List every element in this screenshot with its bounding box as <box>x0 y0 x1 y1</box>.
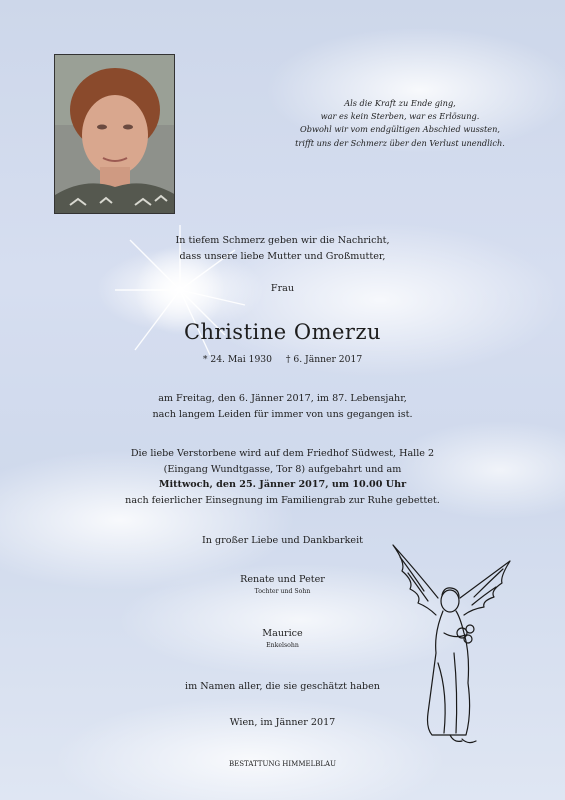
announcement-line: In tiefem Schmerz geben wir die Nachricht, <box>175 235 390 246</box>
quote-line: Obwohl wir vom endgültigen Abschied wussten, <box>299 124 501 135</box>
mourner-relation: Enkelsohn <box>266 641 299 649</box>
deceased-name: Christine Omerzu <box>183 320 382 344</box>
announcement-line: dass unsere liebe Mutter und Großmutter, <box>179 250 386 262</box>
on-behalf-line: im Namen aller, die sie geschätzt haben <box>185 681 380 692</box>
birth-date: * 24. Mai 1930 <box>202 354 272 365</box>
funeral-date: Mittwoch, den 25. Jänner 2017, um 10.00 Uhr <box>158 479 407 490</box>
salutation: Frau <box>270 283 295 294</box>
closing-line: In großer Liebe und Dankbarkeit <box>201 535 364 546</box>
place-date: Wien, im Jänner 2017 <box>229 717 336 728</box>
funeral-home: BESTATTUNG HIMMELBLAU <box>228 760 337 768</box>
mourner-name: Renate und Peter <box>240 574 325 585</box>
funeral-line: (Eingang Wundtgasse, Tor 8) aufgebahrt und am <box>163 463 402 475</box>
death-notice-line: am Freitag, den 6. Jänner 2017, im 87. Lebensjahr, <box>158 393 407 404</box>
death-notice <box>0 391 565 422</box>
quote-line: war es kein Sterben, war es Erlösung. <box>320 111 480 122</box>
funeral-line: nach feierlicher Einsegnung im Familiengrab zur Ruhe gebettet. <box>125 494 440 506</box>
angel-icon <box>388 543 513 748</box>
funeral-details <box>0 446 565 508</box>
memorial-quote <box>270 97 530 150</box>
announcement-intro <box>0 233 565 264</box>
funeral-line: Die liebe Verstorbene wird auf dem Friedhof Südwest, Halle 2 <box>130 448 435 459</box>
life-dates <box>0 352 565 368</box>
death-date: † 6. Jänner 2017 <box>285 354 363 365</box>
mourner-name: Maurice <box>262 628 303 639</box>
mourner-relation: Tochter und Sohn <box>254 587 311 595</box>
portrait-image <box>55 55 175 214</box>
quote-line: trifft uns der Schmerz über den Verlust unendlich. <box>295 137 505 148</box>
deceased-portrait <box>54 54 175 214</box>
death-notice-line: nach langem Leiden für immer von uns gegangen ist. <box>152 408 413 420</box>
quote-line: Als die Kraft zu Ende ging, <box>344 98 456 108</box>
